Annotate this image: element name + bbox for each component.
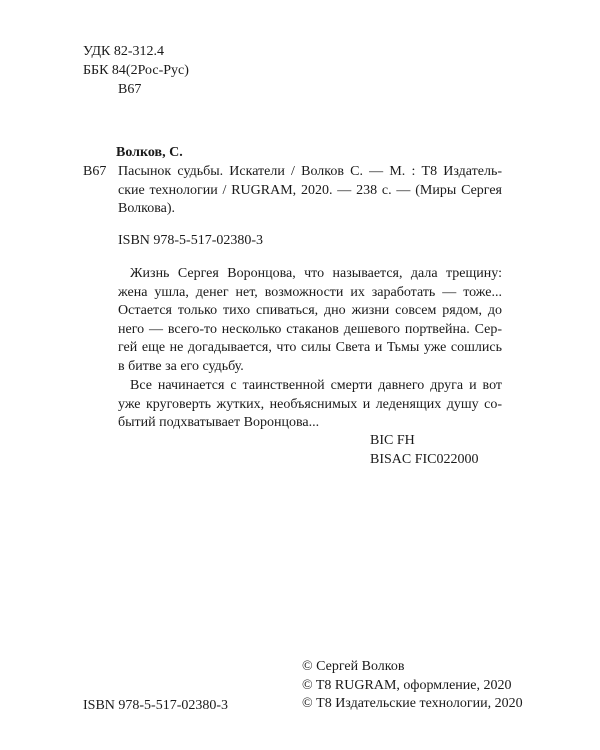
copyright-line: © Сергей Волков xyxy=(302,659,405,674)
annotation-line: в битве за его судьбу. xyxy=(118,358,244,374)
annotation-line: бытий подхватывает Воронцова... xyxy=(118,415,320,430)
annotation-line: Остается только тихо спиваться, дно жизни совсем рядом, до xyxy=(118,303,502,318)
annotation-line: Жизнь Сергея Воронцова, что называется, дала трещину: xyxy=(130,266,502,281)
copyright-block xyxy=(302,658,523,714)
copyright-line: © Т8 Издательские технологии, 2020 xyxy=(302,696,523,711)
annotation-line: уже круговерть жутких, необъяснимых и леденящих душу со- xyxy=(118,396,502,412)
isbn-footer: ISBN 978-5-517-02380-3 xyxy=(83,698,229,713)
isbn-main: ISBN 978-5-517-02380-3 xyxy=(118,233,264,248)
bibliography-line: Пасынок судьбы. Искатели / Волков С. — М. : Т8 Издатель- xyxy=(118,164,502,179)
bibliographic-description xyxy=(118,163,502,219)
annotation-paragraph-1 xyxy=(118,265,502,376)
annotation-line: жена ушла, денег нет, возможности их заработать — тоже... xyxy=(118,284,502,300)
bbk-code: ББК 84(2Рос-Рус) xyxy=(83,63,189,78)
bibliography-line: Волкова). xyxy=(118,201,176,216)
bibliography-line: ские технологии / RUGRAM, 2020. — 238 с. — (Миры Сергея xyxy=(118,182,502,198)
bic-code: BIC FH xyxy=(370,433,415,448)
annotation-line: него — всего-то несколько стаканов дешевого портвейна. Сер- xyxy=(118,321,502,337)
copyright-line: © T8 RUGRAM, оформление, 2020 xyxy=(302,677,512,693)
entry-code: В67 xyxy=(83,164,107,179)
udk-code: УДК 82-312.4 xyxy=(83,44,165,59)
author-name: Волков, С. xyxy=(116,145,183,160)
annotation-paragraph-2 xyxy=(118,377,502,433)
annotation-line: Все начинается с таинственной смерти давнего друга и вот xyxy=(130,378,502,393)
author-code: В67 xyxy=(118,82,142,97)
annotation-line: гей еще не догадывается, что силы Света и Тьмы уже сошлись xyxy=(118,340,502,355)
bisac-code: BISAC FIC022000 xyxy=(370,452,479,467)
